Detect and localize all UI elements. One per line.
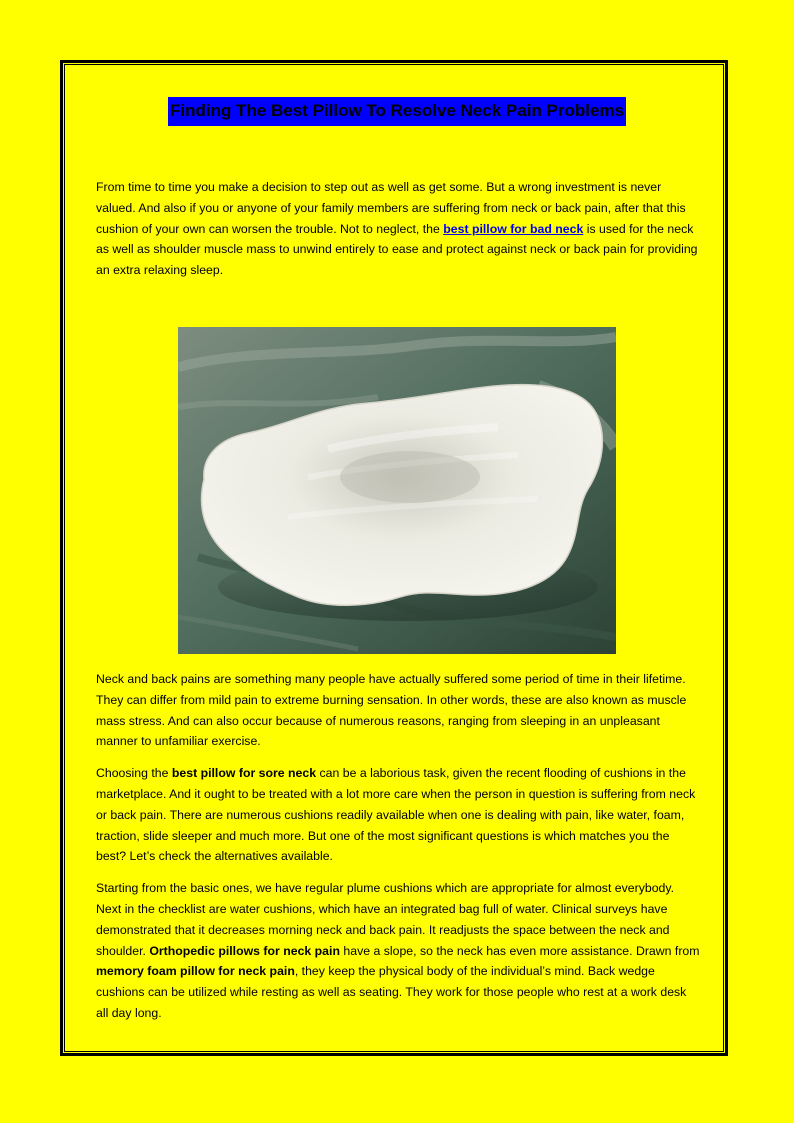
title-container: [0, 97, 794, 126]
page-title: Finding The Best Pillow To Resolve Neck Pain Problems: [168, 97, 626, 126]
orthopedic-pillows-bold: Orthopedic pillows for neck pain: [149, 943, 340, 958]
paragraph-neck-back-pains: Neck and back pains are something many people have actually suffered some period of time in their lifetime. They can differ from mild pain to extreme burning sensation. In other words, these are also known as muscle mass stress. And can also occur because of numerous reasons, ranging from sleeping in an unpleasant manner to unfamiliar exercise.: [96, 672, 687, 749]
best-pillow-sore-neck-bold: best pillow for sore neck: [171, 766, 317, 781]
paragraph-pillow-types: [96, 878, 700, 1024]
paragraph-3-before-bold: Choosing the: [96, 766, 172, 781]
paragraph-3-after-bold: can be a laborious task, given the recent flooding of cushions in the marketplace. And it ought to be treated with a lot more care when the person in question is suffering from neck or back pain. There are numerous cushions readily available when one is dealing with pain, like water, foam, traction, slide sleeper and much more. But one of the most significant questions is which matches you the best? Let’s check the alternatives available.: [96, 766, 696, 864]
intro-paragraph: [96, 177, 700, 281]
paragraph-4-part-2: have a slope, so the neck has even more assistance. Drawn from: [339, 943, 700, 958]
body-section: [96, 669, 700, 1035]
paragraph-4-part-1: Starting from the basic ones, we have regular plume cushions which are appropriate for almost everybody. Next in the checklist are water cushions, which have an integrated bag full of water. Clinical surveys have demonstrated that it decreases morning neck and back pain. It readjusts the space between the neck and shoulder.: [96, 881, 675, 958]
paragraph-4-part-3: , they keep the physical body of the individual’s mind. Back wedge cushions can be utilized while resting as well as seating. They work for those people who rest at a work desk all day long.: [96, 964, 687, 1020]
intro-text-after-link: is used for the neck as well as shoulder muscle mass to unwind entirely to ease and protect against neck or back pain for providing an extra relaxing sleep.: [96, 221, 698, 278]
memory-foam-pillow-bold: memory foam pillow for neck pain: [96, 964, 295, 979]
intro-text-before-link: From time to time you make a decision to step out as well as get some. But a wrong investment is never valued. And also if you or anyone of your family members are suffering from neck or back pain, after that this cushion of your own can worsen the trouble. Not to neglect, the: [96, 180, 686, 236]
pillow-photo: [178, 327, 616, 654]
intro-section: [96, 177, 700, 292]
paragraph-choosing-pillow: [96, 763, 700, 867]
best-pillow-bad-neck-link[interactable]: best pillow for bad neck: [443, 221, 584, 236]
